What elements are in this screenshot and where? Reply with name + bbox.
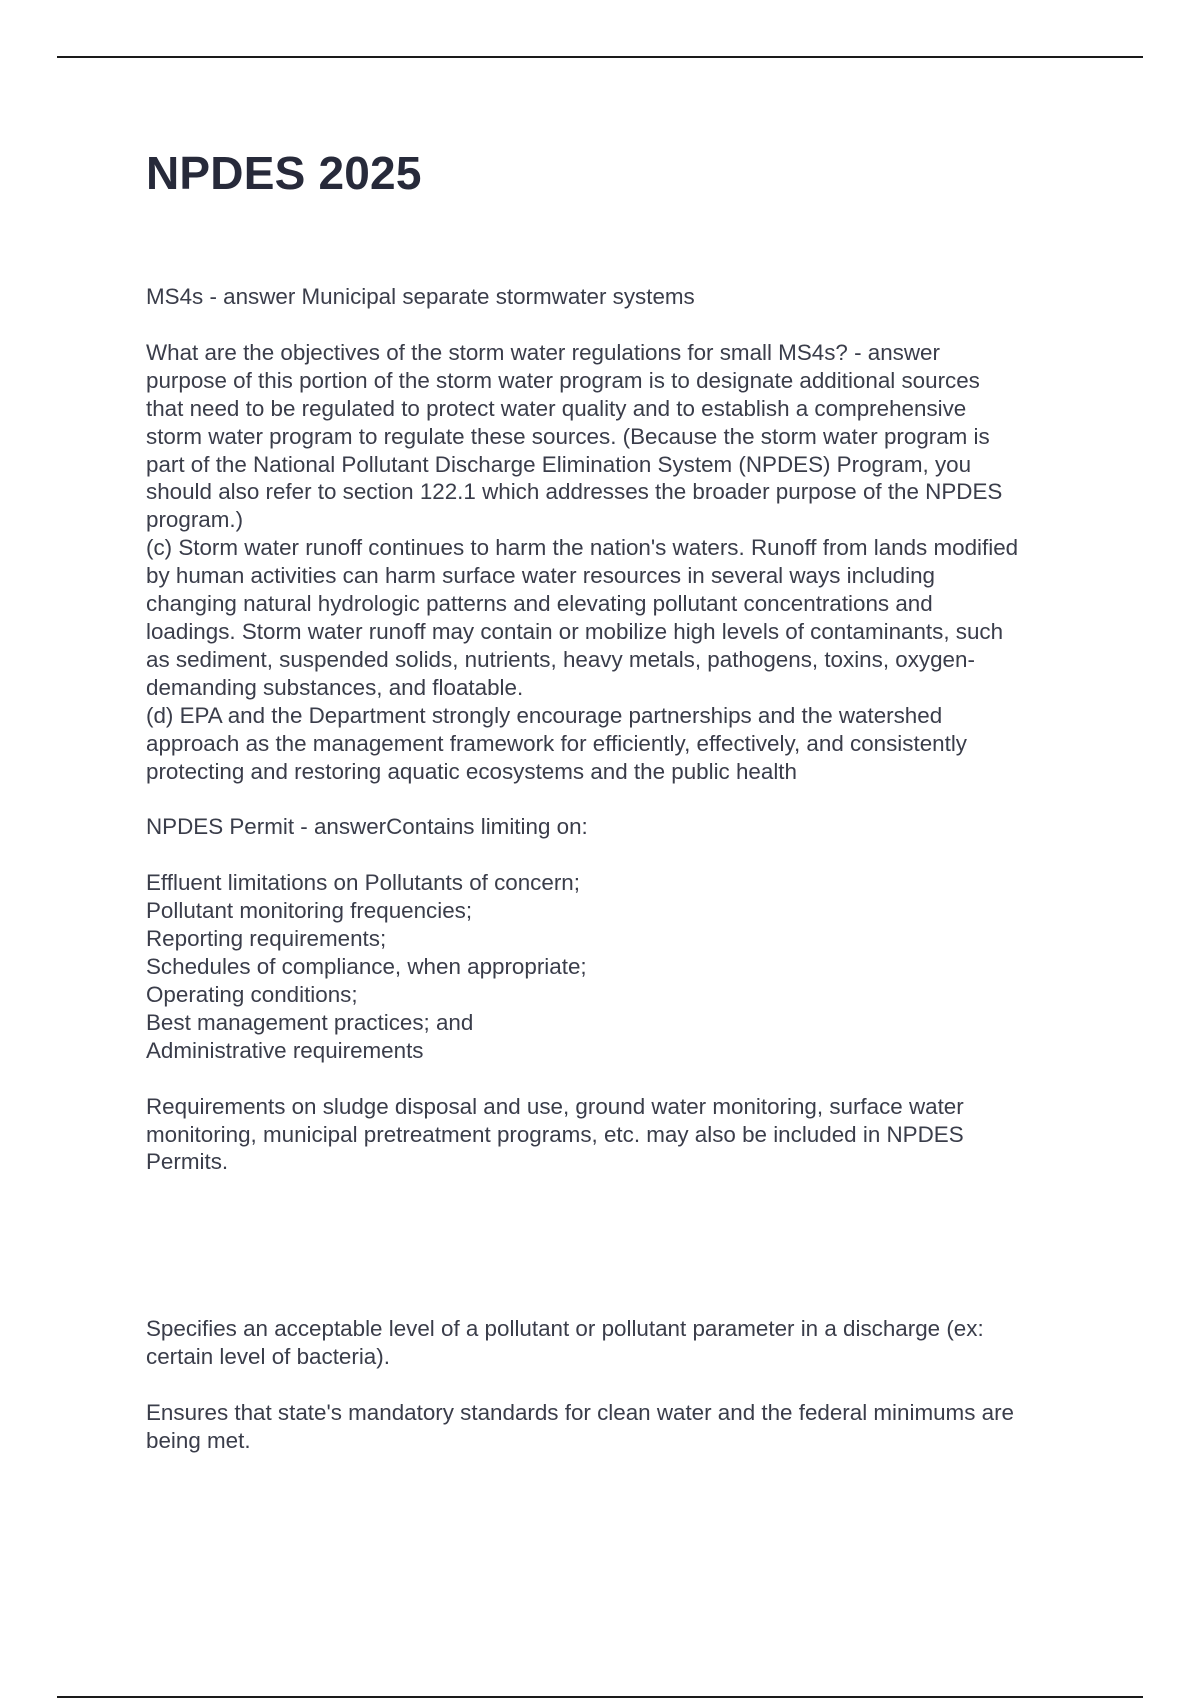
bottom-rule — [57, 1696, 1143, 1698]
blank-space — [146, 1204, 1096, 1315]
paragraph-ms4s: MS4s - answer Municipal separate stormwater systems — [146, 284, 695, 309]
paragraph-ensures: Ensures that state's mandatory standards for clean water and the federal minimums are being met. — [146, 1400, 1014, 1454]
paragraph-requirements: Requirements on sludge disposal and use, ground water monitoring, surface water monitoring, municipal pretreatment programs, etc. may also be included in NPDES Permits. — [146, 1093, 964, 1175]
document-body — [146, 283, 1096, 1483]
document-title: NPDES 2025 — [146, 147, 422, 199]
paragraph-npdes-permit: NPDES Permit - answerContains limiting on: — [146, 814, 588, 840]
paragraph-permit-list: Effluent limitations on Pollutants of concern; Pollutant monitoring frequencies; Reporting requirements; Schedules of compliance, when appropriate; Operating conditions; Best management practices; and Administrative requirements — [146, 870, 587, 1063]
paragraph-specifies: Specifies an acceptable level of a pollutant or pollutant parameter in a discharge (ex: certain level of bacteria). — [146, 1316, 984, 1370]
top-rule — [57, 56, 1143, 58]
paragraph-objectives: What are the objectives of the storm water regulations for small MS4s? - answer purpose of this portion of the storm water program is to designate additional sources that need to be regulated to protect water quality and to establish a comprehensive storm water program to regulate these sources. (Because the storm water program is part of the National Pollutant Discharge Elimination System (NPDES) Program, you should also refer to section 122.1 which addresses the broader purpose of the NPDES program.) (c) Storm water runoff continues to harm the nation's waters. Runoff from lands modified by human activities can harm surface water resources in several ways including changing natural hydrologic patterns and elevating pollutant concentrations and loadings. Storm water runoff may contain or mobilize high levels of contaminants, such as sediment, suspended solids, nutrients, heavy metals, pathogens, toxins, oxygen- demanding substances, and floatable. (d) EPA and the Department strongly encourage partnerships and the watershed approach as the management framework for efficiently, effectively, and consistently protecting and restoring aquatic ecosystems and the public health — [146, 339, 1019, 784]
